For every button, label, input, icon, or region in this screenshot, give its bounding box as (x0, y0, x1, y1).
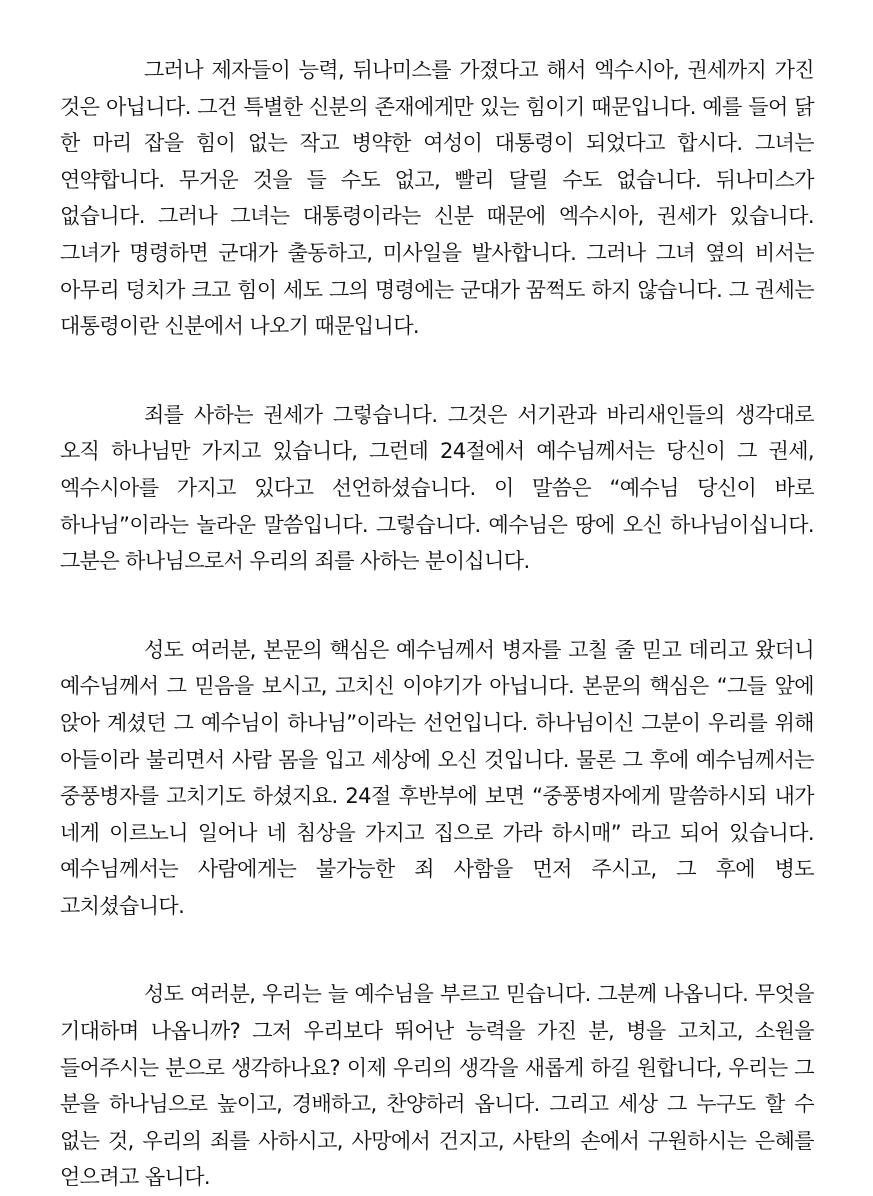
paragraph-1: 그러나 제자들이 능력, 뒤나미스를 가졌다고 해서 엑수시아, 권세까지 가진 것은 아닙니다. 그건 특별한 신분의 존재에게만 있는 힘이기 때문입니다. 예를 들어 닭 한 마리 잡을 힘이 없는 작고 병약한 여성이 대통령이 되었다고 합시다. 그녀는 연약합니다. 무거운 것을 들 수도 없고, 빨리 달릴 수도 없습니다. 뒤나미스가 없습니다. 그러나 그녀는 대통령이라는 신분 때문에 엑수시아, 권세가 있습니다. 그녀가 명령하면 군대가 출동하고, 미사일을 발사합니다. 그러나 그녀 옆의 비서는 아무리 덩치가 크고 힘이 세도 그의 명령에는 군대가 꿈쩍도 하지 않습니다. 그 권세는 대통령이란 신분에서 나오기 때문입니다. (60, 58, 814, 339)
document-body (60, 52, 814, 1196)
paragraph-4: 성도 여러분, 우리는 늘 예수님을 부르고 믿습니다. 그분께 나옵니다. 무엇을 기대하며 나옵니까? 그저 우리보다 뛰어난 능력을 가진 분, 병을 고치고, 소원을 들어주시는 분으로 생각하나요? 이제 우리의 생각을 새롭게 하길 원합니다, 우리는 그 분을 하나님으로 높이고, 경배하고, 찬양하러 옵니다. 그리고 세상 그 누구도 할 수 없는 것, 우리의 죄를 사하시고, 사망에서 건지고, 사탄의 손에서 구원하시는 은혜를 얻으려고 옵니다. (60, 982, 814, 1190)
paragraph-2: 죄를 사하는 권세가 그렇습니다. 그것은 서기관과 바리새인들의 생각대로 오직 하나님만 가지고 있습니다, 그런데 24절에서 예수님께서는 당신이 그 권세, 엑수시아를 가지고 있다고 선언하셨습니다. 이 말씀은 “예수님 당신이 바로 하나님”이라는 놀라운 말씀입니다. 그렇습니다. 예수님은 땅에 오신 하나님이십니다. 그분은 하나님으로서 우리의 죄를 사하는 분이십니다. (60, 402, 814, 574)
paragraph-3: 성도 여러분, 본문의 핵심은 예수님께서 병자를 고칠 줄 믿고 데리고 왔더니 예수님께서 그 믿음을 보시고, 고치신 이야기가 아닙니다. 본문의 핵심은 “그들 앞에 앉아 계셨던 그 예수님이 하나님”이라는 선언입니다. 하나님이신 그분이 우리를 위해 아들이라 불리면서 사람 몸을 입고 세상에 오신 것입니다. 물론 그 후에 예수님께서는 중풍병자를 고치기도 하셨지요. 24절 후반부에 보면 “중풍병자에게 말씀하시되 내가 네게 이르노니 일어나 네 침상을 가지고 집으로 가라 하시매” 라고 되어 있습니다. 예수님께서는 사람에게는 불가능한 죄 사함을 먼저 주시고, 그 후에 병도 고치셨습니다. (60, 637, 814, 918)
